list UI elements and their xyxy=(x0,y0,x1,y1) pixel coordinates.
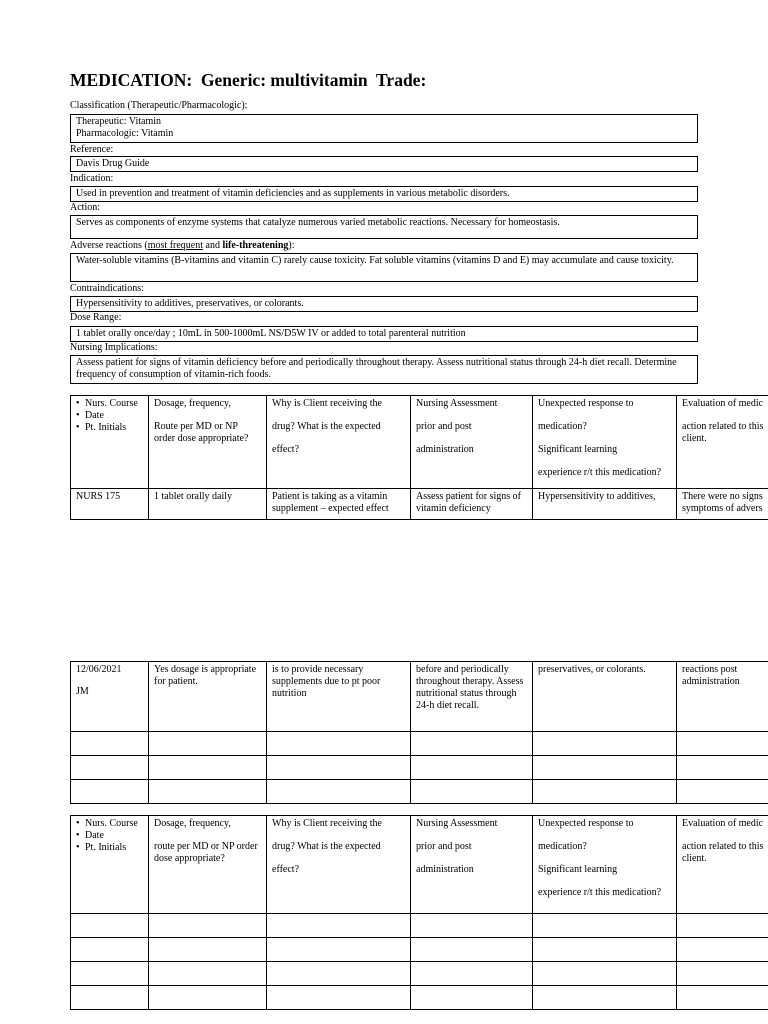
table-cell[interactable] xyxy=(71,938,149,962)
administration-table-3 xyxy=(70,815,768,1010)
header-text: effect? xyxy=(272,864,300,875)
table-row xyxy=(71,938,768,962)
header-text: medication? xyxy=(538,841,587,852)
table-cell[interactable] xyxy=(71,914,149,938)
nursing-line: Assess patient for signs of vitamin deficiency before and periodically throughout therapy. Assess nutritional status through 24-h diet recall. Determine frequency of consumption of vitamin-rich foods. xyxy=(76,357,677,380)
table-row xyxy=(71,914,768,938)
indication-line: Used in prevention and treatment of vitamin deficiencies and as supplements in various metabolic disorders. xyxy=(76,188,510,199)
header-text: prior and post xyxy=(416,841,472,852)
table-cell[interactable] xyxy=(677,756,768,780)
table-cell: Yes dosage is appropriate for patient. xyxy=(149,662,267,732)
table-cell[interactable] xyxy=(411,938,533,962)
table-cell[interactable] xyxy=(267,756,411,780)
nursing-label: Nursing Implications: xyxy=(70,342,158,353)
table-row xyxy=(71,780,768,804)
dose-line: 1 tablet orally once/day ; 10mL in 500-1000mL NS/D5W IV or added to total parenteral nutrition xyxy=(76,328,466,339)
table-cell[interactable] xyxy=(149,780,267,804)
adverse-label-e: ): xyxy=(288,240,295,251)
reference-label: Reference: xyxy=(70,144,114,155)
header-text: action related to this client. xyxy=(682,421,764,444)
header-text: Nursing Assessment xyxy=(416,398,498,409)
reference-box xyxy=(70,156,698,172)
table-cell[interactable] xyxy=(411,732,533,756)
table-cell[interactable] xyxy=(71,780,149,804)
table-cell[interactable] xyxy=(267,938,411,962)
header-text: Significant learning xyxy=(538,444,618,455)
entry-date: 12/06/2021 xyxy=(76,664,122,675)
table-cell[interactable] xyxy=(533,756,677,780)
adverse-label-and: and xyxy=(203,240,223,251)
table-cell[interactable] xyxy=(71,756,149,780)
table-cell[interactable] xyxy=(677,986,768,1010)
table-cell[interactable] xyxy=(677,962,768,986)
table-row xyxy=(71,732,768,756)
header-evaluation xyxy=(677,816,768,914)
table-cell[interactable] xyxy=(149,962,267,986)
page-title: MEDICATION: Generic: multivitamin Trade: xyxy=(70,70,427,90)
administration-table-1 xyxy=(70,395,768,520)
adverse-box xyxy=(70,253,698,282)
table-cell[interactable] xyxy=(677,938,768,962)
header-nurs-course xyxy=(71,396,149,489)
header-bullet: • Nurs. Course xyxy=(76,398,143,410)
header-dosage xyxy=(149,816,267,914)
reference-line: Davis Drug Guide xyxy=(76,158,150,169)
header-text: experience r/t this medication? xyxy=(538,887,662,898)
table-cell[interactable] xyxy=(71,962,149,986)
adverse-label xyxy=(70,240,295,252)
table-cell[interactable] xyxy=(677,914,768,938)
header-bullet: • Date xyxy=(76,830,143,842)
header-assessment xyxy=(411,816,533,914)
dose-box xyxy=(70,326,698,342)
adverse-line: Water-soluble vitamins (B-vitamins and vitamin C) rarely cause toxicity. Fat soluble vitamins (vitamins D and E) may accumulate and cause toxicity. xyxy=(76,255,674,266)
table-header-row xyxy=(71,816,768,914)
table-cell[interactable] xyxy=(267,732,411,756)
table-cell: There were no signs symptoms of advers xyxy=(677,489,768,520)
table-cell[interactable] xyxy=(71,732,149,756)
header-bullet: • Nurs. Course xyxy=(76,818,143,830)
classification-box xyxy=(70,114,698,143)
table-cell[interactable] xyxy=(267,914,411,938)
table-cell[interactable] xyxy=(267,962,411,986)
header-text: drug? What is the expected xyxy=(272,841,381,852)
table-cell[interactable] xyxy=(533,962,677,986)
adverse-label-most-frequent: most frequent xyxy=(147,240,204,251)
header-unexpected xyxy=(533,816,677,914)
table-cell xyxy=(71,662,149,732)
table-row xyxy=(71,489,768,520)
header-text: experience r/t this medication? xyxy=(538,467,662,478)
table-cell: before and periodically throughout therapy. Assess nutritional status through 24-h diet recall. xyxy=(411,662,533,732)
table-cell: NURS 175 xyxy=(71,489,149,520)
action-label: Action: xyxy=(70,202,100,213)
header-text: Unexpected response to xyxy=(538,818,634,829)
table-cell[interactable] xyxy=(149,986,267,1010)
header-unexpected xyxy=(533,396,677,489)
table-cell[interactable] xyxy=(533,780,677,804)
table-cell[interactable] xyxy=(149,756,267,780)
header-bullet: • Date xyxy=(76,410,143,422)
table-cell[interactable] xyxy=(677,780,768,804)
header-text: Why is Client receiving the xyxy=(272,398,382,409)
table-row xyxy=(71,756,768,780)
header-text: prior and post xyxy=(416,421,472,432)
header-text: route per MD or NP order dose appropriate? xyxy=(154,841,258,864)
header-text: Nursing Assessment xyxy=(416,818,498,829)
administration-table-2 xyxy=(70,661,768,804)
header-text: administration xyxy=(416,864,474,875)
header-text: Why is Client receiving the xyxy=(272,818,382,829)
nursing-box xyxy=(70,355,698,384)
header-text: action related to this client. xyxy=(682,841,764,864)
table-cell: Patient is taking as a vitamin supplement – expected effect xyxy=(267,489,411,520)
header-assessment xyxy=(411,396,533,489)
header-text: Dosage, frequency, xyxy=(154,818,231,829)
contraindications-label: Contraindications: xyxy=(70,283,144,294)
table-cell[interactable] xyxy=(411,756,533,780)
header-text: Significant learning xyxy=(538,864,618,875)
header-nurs-course xyxy=(71,816,149,914)
header-text: Evaluation of medic xyxy=(682,818,764,829)
table-cell[interactable] xyxy=(533,732,677,756)
indication-box xyxy=(70,186,698,202)
table-cell: Hypersensitivity to additives, xyxy=(533,489,677,520)
header-text: effect? xyxy=(272,444,300,455)
classification-line: Pharmacologic: Vitamin xyxy=(76,128,174,139)
table-header-row xyxy=(71,396,768,489)
dose-label: Dose Range: xyxy=(70,312,122,323)
table-row xyxy=(71,962,768,986)
header-text: Dosage, frequency, xyxy=(154,398,231,409)
entry-initials: JM xyxy=(76,686,89,697)
contraindications-box xyxy=(70,296,698,312)
classification-line: Therapeutic: Vitamin xyxy=(76,116,162,127)
table-cell[interactable] xyxy=(411,962,533,986)
header-text: Unexpected response to xyxy=(538,398,634,409)
classification-label: Classification (Therapeutic/Pharmacologic): xyxy=(70,100,248,111)
header-bullet: • Pt. Initials xyxy=(76,842,143,854)
action-line: Serves as components of enzyme systems that catalyze numerous varied metabolic reactions. Necessary for homeostasis. xyxy=(76,217,560,228)
table-cell: Assess patient for signs of vitamin deficiency xyxy=(411,489,533,520)
contraindications-line: Hypersensitivity to additives, preservatives, or colorants. xyxy=(76,298,304,309)
adverse-label-a: Adverse reactions ( xyxy=(70,240,148,251)
table-cell[interactable] xyxy=(149,732,267,756)
header-text: Route per MD or NP order dose appropriate? xyxy=(154,421,249,444)
header-text: medication? xyxy=(538,421,587,432)
indication-label: Indication: xyxy=(70,173,114,184)
table-cell[interactable] xyxy=(411,914,533,938)
table-cell[interactable] xyxy=(677,732,768,756)
header-evaluation xyxy=(677,396,768,489)
header-bullet: • Pt. Initials xyxy=(76,422,143,434)
table-cell: 1 tablet orally daily xyxy=(149,489,267,520)
table-cell: is to provide necessary supplements due to pt poor nutrition xyxy=(267,662,411,732)
table-cell[interactable] xyxy=(149,938,267,962)
table-cell: reactions post administration xyxy=(677,662,768,732)
header-text: drug? What is the expected xyxy=(272,421,381,432)
table-cell: preservatives, or colorants. xyxy=(533,662,677,732)
adverse-label-life-threatening: life-threatening xyxy=(222,240,289,251)
table-cell[interactable] xyxy=(533,986,677,1010)
table-cell[interactable] xyxy=(71,986,149,1010)
header-text: administration xyxy=(416,444,474,455)
table-cell[interactable] xyxy=(267,780,411,804)
action-box xyxy=(70,215,698,239)
header-dosage xyxy=(149,396,267,489)
table-row xyxy=(71,662,768,732)
table-cell[interactable] xyxy=(533,914,677,938)
table-cell[interactable] xyxy=(411,780,533,804)
table-cell[interactable] xyxy=(149,914,267,938)
header-why xyxy=(267,816,411,914)
table-cell[interactable] xyxy=(267,986,411,1010)
table-cell[interactable] xyxy=(533,938,677,962)
header-text: Evaluation of medic xyxy=(682,398,764,409)
table-cell[interactable] xyxy=(411,986,533,1010)
header-why xyxy=(267,396,411,489)
table-row xyxy=(71,986,768,1010)
